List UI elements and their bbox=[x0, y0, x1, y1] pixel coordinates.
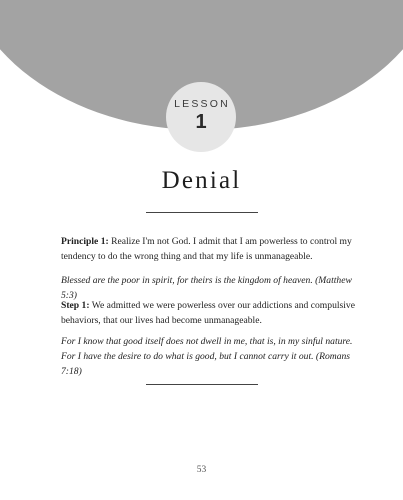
step-label: Step 1: bbox=[61, 300, 90, 311]
verse-romans-line1: For I know that good itself does not dwell in me, that is, in my sinful nature. bbox=[61, 336, 353, 347]
principle-label: Principle 1: bbox=[61, 236, 109, 247]
top-divider bbox=[146, 212, 258, 213]
verse-romans-line2: For I have the desire to do what is good, but I cannot carry it out. (Romans 7:18) bbox=[61, 351, 351, 377]
chapter-title: Denial bbox=[161, 167, 242, 194]
principle-paragraph bbox=[61, 234, 361, 264]
lesson-label: LESSON bbox=[174, 98, 230, 110]
step-text: We admitted we were powerless over our addictions and compulsive behaviors, that our lives had become unmanageable. bbox=[61, 300, 355, 326]
lesson-badge bbox=[166, 82, 236, 152]
step-paragraph bbox=[61, 298, 361, 328]
page-number: 53 bbox=[196, 465, 207, 475]
verse-romans bbox=[61, 334, 361, 379]
bottom-divider bbox=[146, 384, 258, 385]
principle-text: Realize I'm not God. I admit that I am powerless to control my tendency to do the wrong thing and that my life is unmanageable. bbox=[61, 236, 352, 262]
lesson-number: 1 bbox=[195, 111, 207, 133]
verse-matthew: Blessed are the poor in spirit, for theirs is the kingdom of heaven. (Matthew 5:3) bbox=[61, 275, 352, 301]
